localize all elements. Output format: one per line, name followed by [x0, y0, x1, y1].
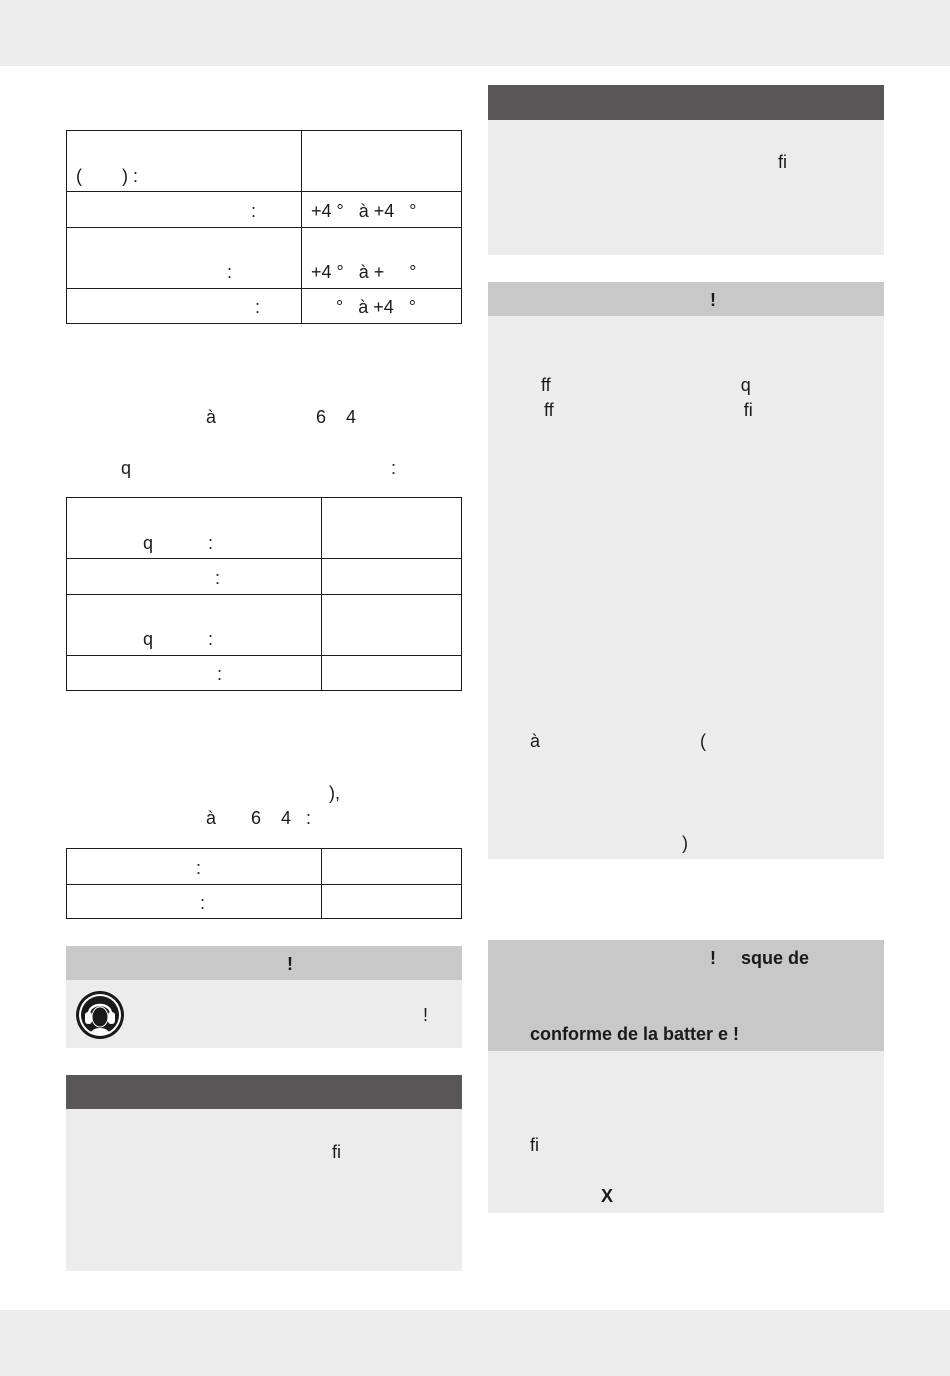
- warning-line: ff fi: [544, 400, 753, 420]
- warning-header: [488, 282, 884, 316]
- table-row: [67, 498, 462, 559]
- table-cell-label: ( ) :: [76, 166, 138, 186]
- warning-title: !: [287, 954, 293, 974]
- warning-line: ): [682, 833, 688, 853]
- table-row: [67, 559, 462, 595]
- table-cell-label: :: [255, 297, 261, 317]
- warning-body: [488, 1051, 884, 1213]
- top-band: [0, 0, 950, 66]
- table-cell-value: +4 ° à +4 °: [311, 201, 417, 221]
- warning-line: ff q: [541, 375, 751, 395]
- table-cell-label: q :: [143, 629, 214, 649]
- table-row: [67, 289, 462, 324]
- table-row: [67, 849, 462, 885]
- table-cell-label: :: [196, 858, 202, 878]
- paragraph-line: à 6 4 :: [206, 808, 312, 828]
- table-row: [67, 885, 462, 919]
- table-cell-value: +4 ° à + °: [311, 262, 417, 282]
- warning-body: [66, 980, 462, 1048]
- warning-header: [488, 940, 884, 1051]
- table-cell-label: :: [227, 262, 233, 282]
- table-row: [67, 595, 462, 656]
- warning-line: à (: [530, 731, 707, 751]
- warning-title: !: [710, 290, 716, 310]
- note-header: [488, 85, 884, 120]
- table-row: [67, 656, 462, 691]
- note-text: fi: [778, 152, 787, 172]
- table-cell-label: :: [217, 664, 223, 684]
- paragraph-line: ),: [329, 783, 340, 803]
- warning-title: conforme de la batter e !: [530, 1024, 740, 1044]
- table-row: [67, 228, 462, 289]
- warning-header: [66, 946, 462, 980]
- table-cell-value: ° à +4 °: [311, 297, 416, 317]
- table-cell-label: q :: [143, 533, 214, 553]
- ear-protection-icon: [75, 990, 125, 1040]
- note-text: fi: [332, 1142, 341, 1162]
- note-header: [66, 1075, 462, 1109]
- warning-line: X: [601, 1186, 614, 1206]
- table-cell-label: :: [215, 568, 221, 588]
- bottom-band: [0, 1310, 950, 1376]
- table-row: [67, 192, 462, 228]
- paragraph-line: à 6 4: [206, 407, 357, 427]
- warning-title: ! sque de: [710, 948, 810, 968]
- paragraph-line: q :: [121, 458, 397, 478]
- table-row: [67, 131, 462, 192]
- temperature-table: [66, 130, 462, 324]
- warning-body: [488, 316, 884, 859]
- warning-line: fi: [530, 1135, 539, 1155]
- specification-table: [66, 497, 462, 691]
- table-cell-label: :: [200, 893, 206, 913]
- note-body: [488, 120, 884, 255]
- note-body: [66, 1109, 462, 1271]
- data-table: [66, 848, 462, 919]
- warning-text: !: [423, 1005, 429, 1025]
- table-cell-label: :: [251, 201, 257, 221]
